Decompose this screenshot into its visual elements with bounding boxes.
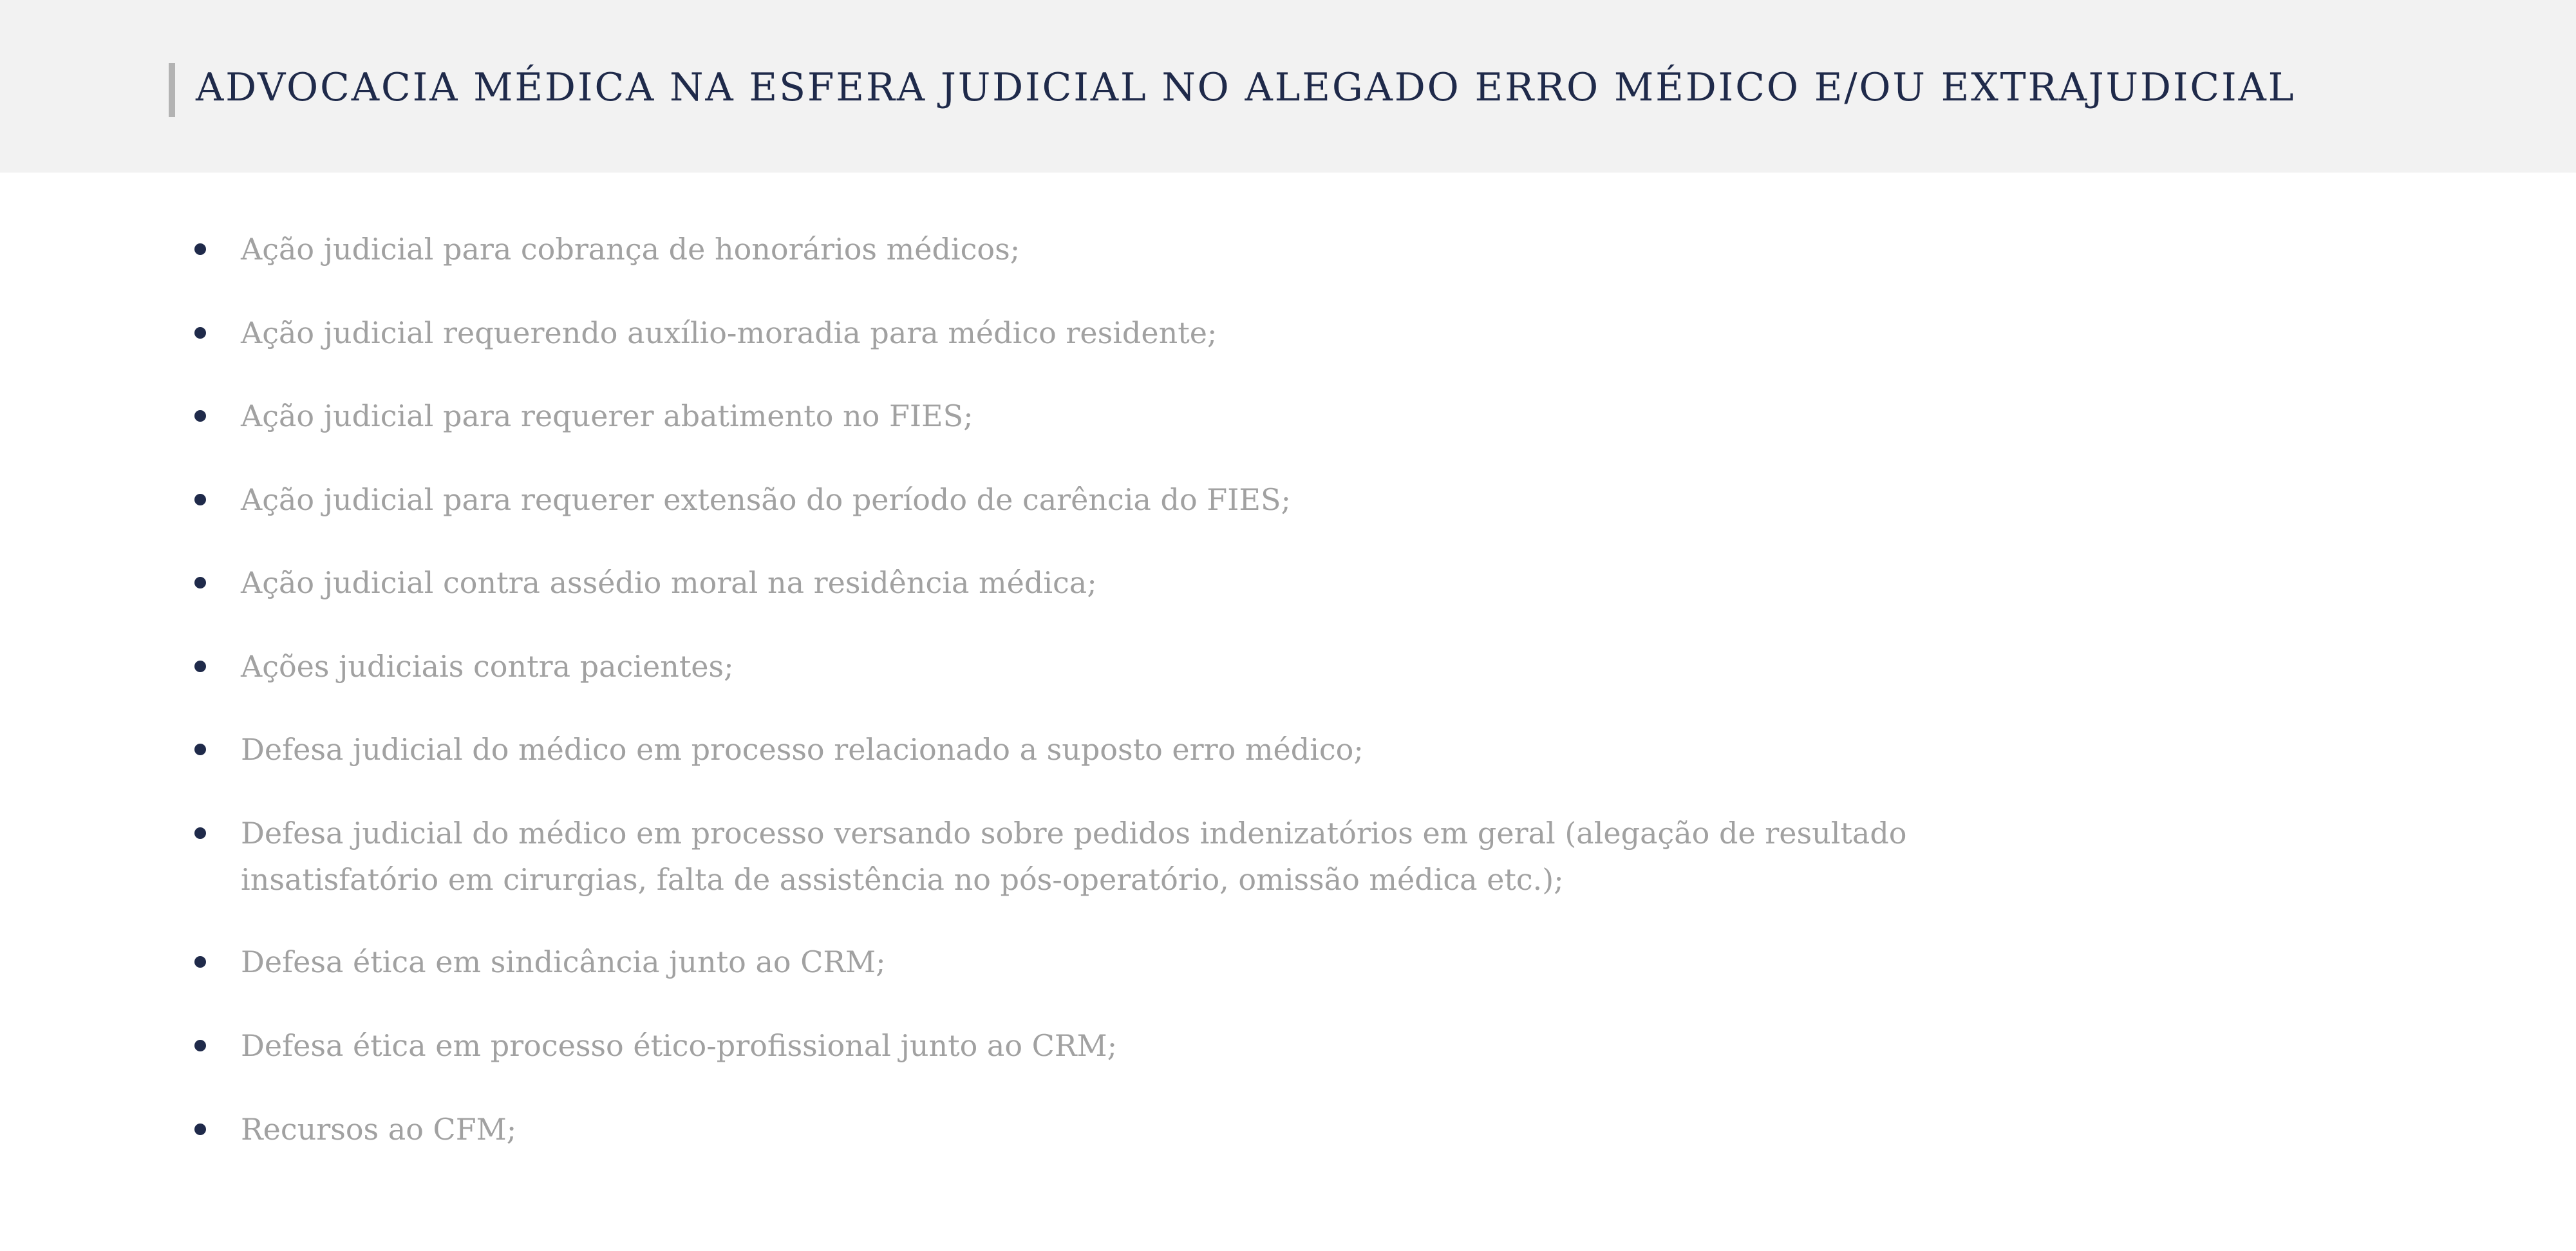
bullet-icon (194, 1124, 206, 1135)
list-item-text: Defesa judicial do médico em processo versando sobre pedidos indenizatórios em geral (alegação de resultado insatisfatório em cirurgias, falta de assistência no pós-operatório, omissão médica etc.); (241, 816, 1907, 897)
bullet-icon (194, 494, 206, 505)
bullet-icon (194, 577, 206, 588)
list-item-text: Ação judicial para requerer abatimento no FIES; (241, 399, 973, 433)
bullet-icon (194, 327, 206, 339)
bullet-icon (194, 661, 206, 672)
page-title: ADVOCACIA MÉDICA NA ESFERA JUDICIAL NO ALEGADO ERRO MÉDICO E/OU EXTRAJUDICIAL (196, 65, 2296, 110)
list-item-text: Ação judicial contra assédio moral na residência médica; (241, 565, 1097, 600)
list-item-text: Ações judiciais contra pacientes; (241, 649, 734, 684)
list-item-text: Defesa judicial do médico em processo relacionado a suposto erro médico; (241, 732, 1364, 767)
list-item-text: Recursos ao CFM; (241, 1112, 517, 1147)
slide-header (0, 0, 2576, 173)
list-item-text: Defesa ética em sindicância junto ao CRM; (241, 945, 886, 979)
bullet-icon (194, 410, 206, 422)
list-item-text: Ação judicial para cobrança de honorários médicos; (241, 232, 1020, 267)
list-item-text: Ação judicial para requerer extensão do período de carência do FIES; (241, 482, 1291, 517)
bullet-icon (194, 243, 206, 255)
bullet-icon (194, 956, 206, 968)
bullet-icon (194, 1040, 206, 1051)
list-item-text: Ação judicial requerendo auxílio-moradia para médico residente; (241, 315, 1217, 350)
bullet-icon (194, 827, 206, 839)
list-item-text: Defesa ética em processo ético-profissional junto ao CRM; (241, 1028, 1118, 1063)
title-accent-bar (169, 63, 175, 117)
bullet-icon (194, 744, 206, 755)
